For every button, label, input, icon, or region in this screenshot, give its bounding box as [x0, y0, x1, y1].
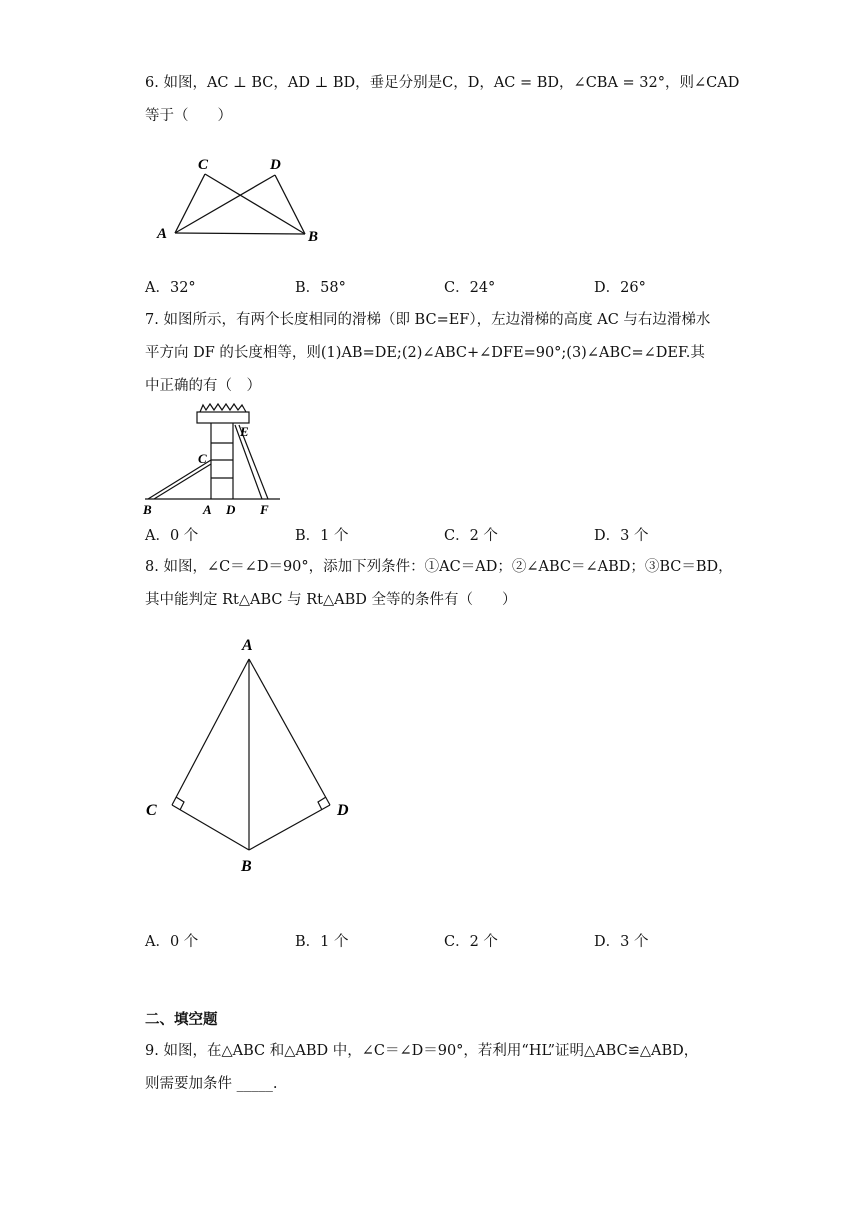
q7-platform [197, 412, 249, 423]
q6-choice-d[interactable]: D．26° [594, 280, 646, 296]
q7-choice-d[interactable]: D．3 个 [594, 528, 649, 544]
q7-railing [200, 404, 246, 412]
q7-label-e: E [240, 424, 249, 439]
q7-choice-c[interactable]: C．2 个 [444, 528, 498, 544]
q8-segment-ac [172, 659, 249, 805]
q7-choice-b[interactable]: B．1 个 [295, 528, 349, 544]
q6-segment-ab [175, 233, 305, 234]
q6-text-line-2: 等于（ ） [145, 108, 232, 124]
q6-label-d: D [270, 157, 281, 173]
q8-choice-a[interactable]: A．0 个 [145, 934, 199, 950]
q7-label-c: C [198, 451, 207, 466]
q8-label-c: C [146, 802, 157, 819]
q7-text-line-2: 平方向 DF 的长度相等，则(1)AB=DE;(2)∠ABC+∠DFE=90°;(3)∠ABC=∠DEF.其 [145, 345, 705, 361]
q6-choice-b[interactable]: B．58° [295, 280, 346, 296]
q8-text-line-2: 其中能判定 Rt△ABC 与 Rt△ABD 全等的条件有（ ） [145, 592, 517, 608]
q7-slide-bc-rail [154, 464, 211, 499]
q7-label-a: A [203, 502, 212, 517]
q7-choice-a[interactable]: A．0 个 [145, 528, 199, 544]
q8-segment-db [249, 805, 330, 850]
q8-choice-d[interactable]: D．3 个 [594, 934, 649, 950]
q7-text-line-1: 7. 如图所示，有两个长度相同的滑梯（即 BC=EF），左边滑梯的高度 AC 与右边滑梯水 [145, 312, 711, 328]
q6-text-line-1: 6. 如图，AC ⊥ BC，AD ⊥ BD，垂足分别是C，D，AC = BD，∠CBA = 32°，则∠CAD [145, 75, 740, 91]
q7-label-d: D [226, 502, 236, 517]
q7-label-f: F [260, 502, 269, 517]
section-heading-fill-in: 二、填空题 [145, 1012, 218, 1028]
q6-choice-a[interactable]: A．32° [145, 280, 196, 296]
q9-text-line-1: 9. 如图，在△ABC 和△ABD 中，∠C＝∠D＝90°，若利用“HL”证明△ABC≌△ABD， [145, 1043, 699, 1059]
q7-label-b: B [143, 502, 152, 517]
q8-figure [140, 625, 370, 880]
q7-figure [140, 398, 290, 520]
q7-text-line-3: 中正确的有（ ） [145, 378, 261, 394]
q6-label-b: B [308, 229, 319, 245]
q8-text-line-1: 8. 如图，∠C＝∠D＝90°，添加下列条件：①AC＝AD；②∠ABC＝∠ABD；③BC＝BD， [145, 559, 733, 575]
q8-label-b: B [241, 858, 252, 875]
q8-label-a: A [242, 637, 253, 654]
q8-label-d: D [337, 802, 349, 819]
q6-label-a: A [157, 226, 168, 242]
q8-choice-c[interactable]: C．2 个 [444, 934, 498, 950]
q9-text-line-2: 则需要加条件 _____. [145, 1076, 278, 1092]
q6-label-c: C [198, 157, 209, 173]
q8-segment-ad [249, 659, 330, 805]
q8-segment-cb [172, 805, 249, 850]
q6-figure [150, 150, 330, 250]
q8-choice-b[interactable]: B．1 个 [295, 934, 349, 950]
q6-choice-c[interactable]: C．24° [444, 280, 496, 296]
